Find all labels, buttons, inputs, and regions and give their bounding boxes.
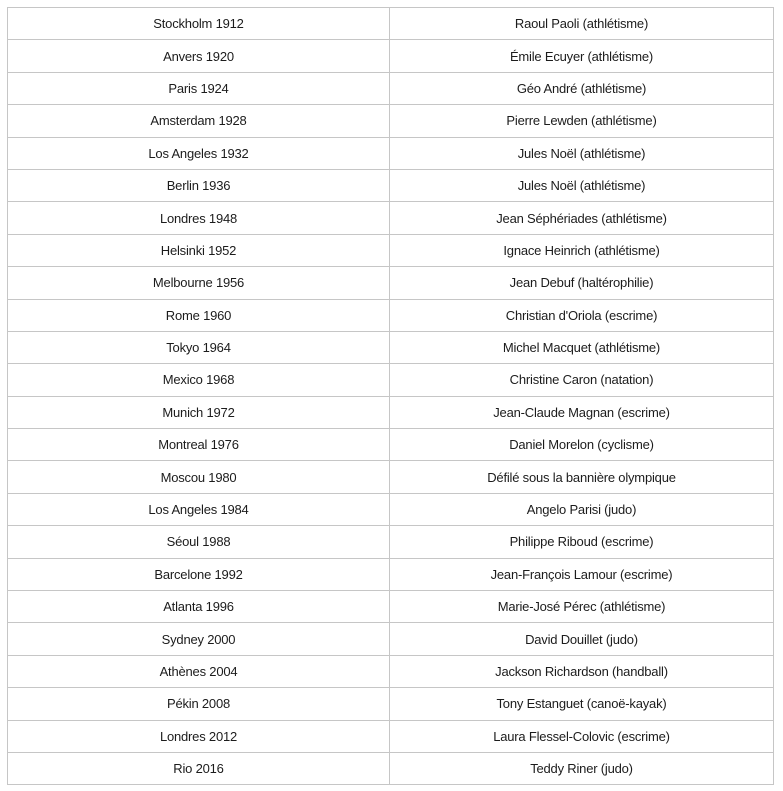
flag-bearer-cell: Philippe Riboud (escrime) — [390, 526, 774, 558]
games-cell: Barcelone 1992 — [8, 558, 390, 590]
games-cell: Stockholm 1912 — [8, 8, 390, 40]
table-row — [8, 591, 774, 623]
flag-bearer-cell: Géo André (athlétisme) — [390, 72, 774, 104]
games-cell: Berlin 1936 — [8, 169, 390, 201]
games-cell: Rio 2016 — [8, 752, 390, 784]
table-row — [8, 364, 774, 396]
flag-bearer-cell: Jules Noël (athlétisme) — [390, 169, 774, 201]
table-row — [8, 234, 774, 266]
flag-bearer-cell: Jean-François Lamour (escrime) — [390, 558, 774, 590]
table-body — [8, 8, 774, 785]
table-row — [8, 72, 774, 104]
games-cell: Atlanta 1996 — [8, 591, 390, 623]
flag-bearer-cell: Tony Estanguet (canoë-kayak) — [390, 688, 774, 720]
flag-bearer-cell: Raoul Paoli (athlétisme) — [390, 8, 774, 40]
flag-bearer-cell: Défilé sous la bannière olympique — [390, 461, 774, 493]
table-row — [8, 299, 774, 331]
games-cell: Londres 2012 — [8, 720, 390, 752]
games-cell: Paris 1924 — [8, 72, 390, 104]
games-cell: Séoul 1988 — [8, 526, 390, 558]
table-row — [8, 40, 774, 72]
table-row — [8, 331, 774, 363]
flag-bearer-cell: Laura Flessel-Colovic (escrime) — [390, 720, 774, 752]
games-cell: Los Angeles 1932 — [8, 137, 390, 169]
flag-bearer-cell: Jean Séphériades (athlétisme) — [390, 202, 774, 234]
table-row — [8, 526, 774, 558]
games-cell: Pékin 2008 — [8, 688, 390, 720]
games-cell: Londres 1948 — [8, 202, 390, 234]
games-cell: Moscou 1980 — [8, 461, 390, 493]
table-row — [8, 461, 774, 493]
table-row — [8, 8, 774, 40]
games-cell: Montreal 1976 — [8, 429, 390, 461]
flag-bearer-cell: Christian d'Oriola (escrime) — [390, 299, 774, 331]
table-row — [8, 720, 774, 752]
flag-bearer-cell: Michel Macquet (athlétisme) — [390, 331, 774, 363]
games-cell: Los Angeles 1984 — [8, 493, 390, 525]
games-cell: Sydney 2000 — [8, 623, 390, 655]
flag-bearer-cell: Ignace Heinrich (athlétisme) — [390, 234, 774, 266]
games-cell: Mexico 1968 — [8, 364, 390, 396]
flag-bearers-table — [7, 7, 774, 785]
table-row — [8, 429, 774, 461]
table-row — [8, 688, 774, 720]
flag-bearer-cell: Jules Noël (athlétisme) — [390, 137, 774, 169]
table-row — [8, 493, 774, 525]
table-row — [8, 623, 774, 655]
flag-bearer-cell: David Douillet (judo) — [390, 623, 774, 655]
flag-bearer-cell: Christine Caron (natation) — [390, 364, 774, 396]
flag-bearer-cell: Jackson Richardson (handball) — [390, 655, 774, 687]
games-cell: Tokyo 1964 — [8, 331, 390, 363]
flag-bearer-cell: Émile Ecuyer (athlétisme) — [390, 40, 774, 72]
games-cell: Melbourne 1956 — [8, 267, 390, 299]
table-row — [8, 752, 774, 784]
table-row — [8, 202, 774, 234]
table-row — [8, 169, 774, 201]
table-row — [8, 267, 774, 299]
table-row — [8, 396, 774, 428]
flag-bearer-cell: Marie-José Pérec (athlétisme) — [390, 591, 774, 623]
table-row — [8, 105, 774, 137]
games-cell: Munich 1972 — [8, 396, 390, 428]
flag-bearer-cell: Angelo Parisi (judo) — [390, 493, 774, 525]
flag-bearer-cell: Jean Debuf (haltérophilie) — [390, 267, 774, 299]
flag-bearer-cell: Pierre Lewden (athlétisme) — [390, 105, 774, 137]
flag-bearer-cell: Teddy Riner (judo) — [390, 752, 774, 784]
games-cell: Athènes 2004 — [8, 655, 390, 687]
table-row — [8, 558, 774, 590]
flag-bearer-cell: Jean-Claude Magnan (escrime) — [390, 396, 774, 428]
flag-bearers-table-container — [7, 7, 773, 785]
flag-bearer-cell: Daniel Morelon (cyclisme) — [390, 429, 774, 461]
games-cell: Amsterdam 1928 — [8, 105, 390, 137]
games-cell: Rome 1960 — [8, 299, 390, 331]
games-cell: Anvers 1920 — [8, 40, 390, 72]
games-cell: Helsinki 1952 — [8, 234, 390, 266]
table-row — [8, 137, 774, 169]
table-row — [8, 655, 774, 687]
